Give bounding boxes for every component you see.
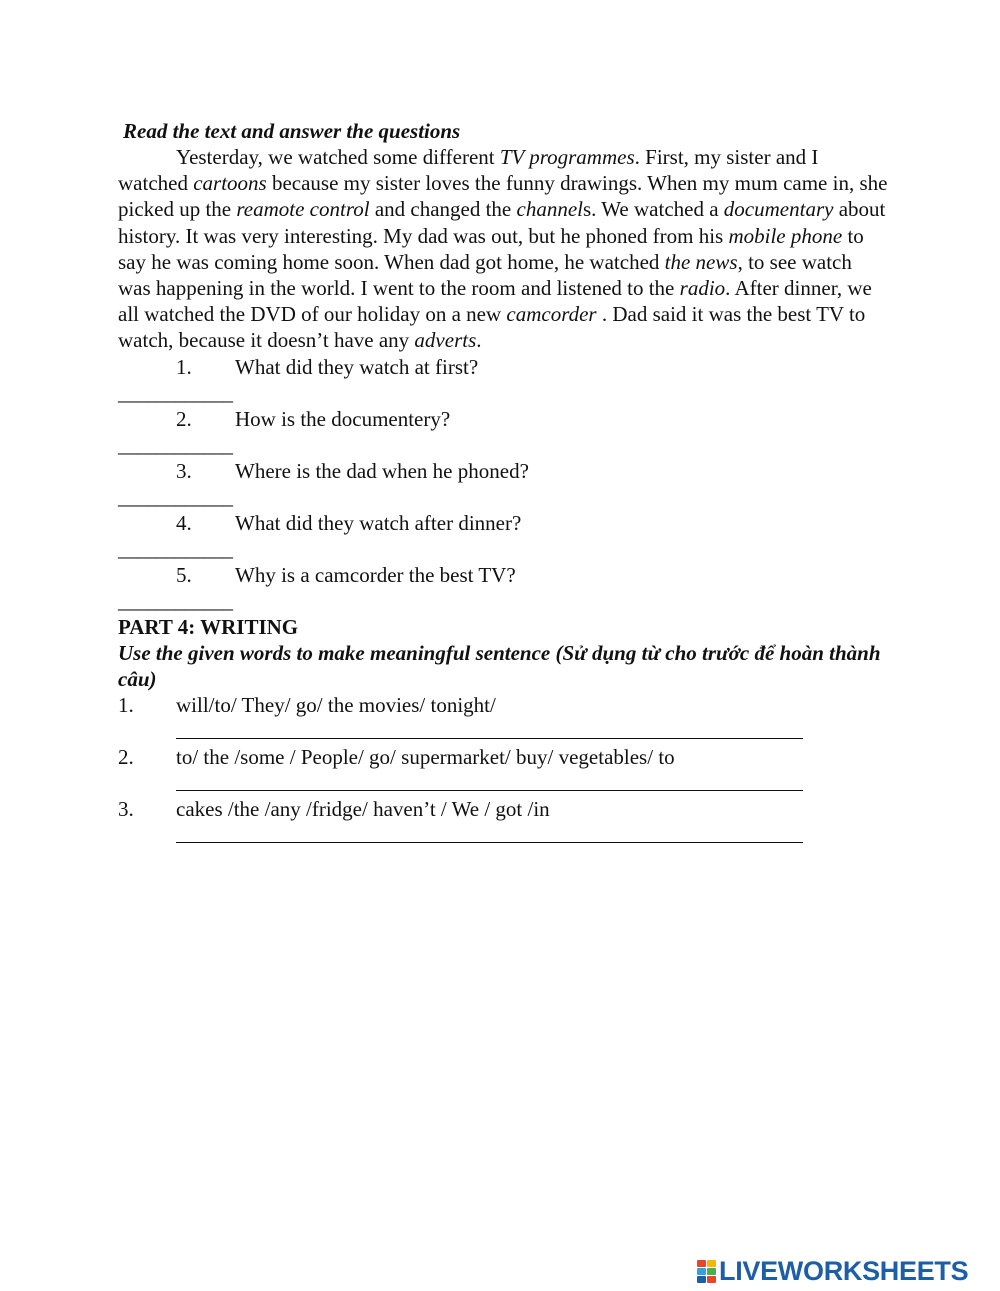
answer-blank[interactable]: ____________ <box>118 380 232 405</box>
question-item <box>118 458 888 484</box>
passage-italic-term: TV programmes <box>499 145 635 169</box>
writing-item-list <box>118 692 888 848</box>
passage-italic-term: documentary <box>723 197 834 222</box>
answer-underline <box>176 842 803 843</box>
passage-text: . Dad said it was the best TV to watch, because it doesn’t have any <box>118 302 866 353</box>
question-text: Why is a camcorder the best TV? <box>235 562 516 587</box>
sentence-answer-line[interactable] <box>118 718 888 744</box>
passage-text: about history. It was very interesting. My dad was out, but he phoned from his <box>118 197 886 248</box>
part-4-title: PART 4: WRITING <box>118 614 299 639</box>
question-list <box>118 354 888 614</box>
passage-text: . <box>476 328 482 353</box>
sentence-answer-line[interactable] <box>118 822 888 848</box>
passage-text: Yesterday, we watched some different <box>176 145 500 169</box>
writing-item-number: 2. <box>118 744 134 769</box>
question-item <box>118 562 888 588</box>
answer-blank[interactable]: ____________ <box>118 588 232 613</box>
question-item <box>118 510 888 536</box>
passage-text: and changed the <box>369 197 517 222</box>
question-item <box>118 406 888 432</box>
writing-instruction: Use the given words to make meaningful sentence (Sử dụng từ cho trước để hoàn thành câu) <box>118 640 881 691</box>
passage-italic-term: reamote control <box>236 197 370 222</box>
logo-cube <box>697 1260 706 1267</box>
question-number: 2. <box>176 406 192 431</box>
passage-text: . After dinner, we all watched the DVD of our holiday on a new <box>118 276 872 327</box>
question-text: What did they watch at first? <box>235 354 479 379</box>
passage-text: , to see watch was happening in the world. I went to the room and listened to the <box>118 249 852 301</box>
writing-item-number: 3. <box>118 796 134 821</box>
reading-instruction: Read the text and answer the questions <box>123 119 461 143</box>
question-text: What did they watch after dinner? <box>235 510 522 535</box>
answer-blank[interactable]: ____________ <box>118 536 232 561</box>
passage-italic-term: channel <box>516 197 583 222</box>
writing-item-words: to/ the /some / People/ go/ supermarket/ buy/ vegetables/ to <box>176 744 675 769</box>
passage-text: because my sister loves the funny drawings. When my mum came in, she picked up the <box>118 171 888 222</box>
passage-text: s. We watched a <box>583 197 724 222</box>
writing-item <box>118 796 888 822</box>
passage-italic-term: camcorder <box>506 302 597 327</box>
answer-underline <box>176 738 803 739</box>
question-item <box>118 354 888 380</box>
question-text: Where is the dad when he phoned? <box>235 458 529 483</box>
passage-italic-term: the news <box>664 249 738 274</box>
logo-cube <box>707 1268 716 1275</box>
writing-item <box>118 692 888 718</box>
writing-item <box>118 744 888 770</box>
passage-italic-term: mobile phone <box>728 223 843 248</box>
worksheet-page <box>118 118 888 848</box>
logo-text: LIVEWORKSHEETS <box>719 1256 969 1286</box>
liveworksheets-logo <box>697 1256 968 1287</box>
answer-blank[interactable]: ____________ <box>118 432 232 457</box>
logo-cube <box>707 1276 716 1283</box>
logo-cube <box>707 1260 716 1267</box>
passage-text: . First, my sister and I watched <box>118 145 819 196</box>
logo-cubes-icon <box>697 1260 716 1283</box>
passage-italic-term: adverts <box>414 328 477 353</box>
passage-italic-term: radio <box>679 276 726 301</box>
question-number: 5. <box>176 562 192 587</box>
logo-cube <box>697 1276 706 1283</box>
reading-passage <box>118 144 888 354</box>
writing-item-words: will/to/ They/ go/ the movies/ tonight/ <box>176 692 496 717</box>
answer-underline <box>176 790 803 791</box>
sentence-answer-line[interactable] <box>118 770 888 796</box>
writing-item-number: 1. <box>118 692 134 717</box>
passage-text: to say he was coming home soon. When dad got home, he watched <box>118 223 864 274</box>
question-number: 1. <box>176 354 192 379</box>
writing-item-words: cakes /the /any /fridge/ haven’t / We / got /in <box>176 796 550 821</box>
question-number: 4. <box>176 510 192 535</box>
answer-blank[interactable]: ____________ <box>118 484 232 509</box>
passage-italic-term: cartoons <box>193 171 267 196</box>
question-text: How is the documentery? <box>235 406 451 431</box>
question-number: 3. <box>176 458 192 483</box>
logo-cube <box>697 1268 706 1275</box>
